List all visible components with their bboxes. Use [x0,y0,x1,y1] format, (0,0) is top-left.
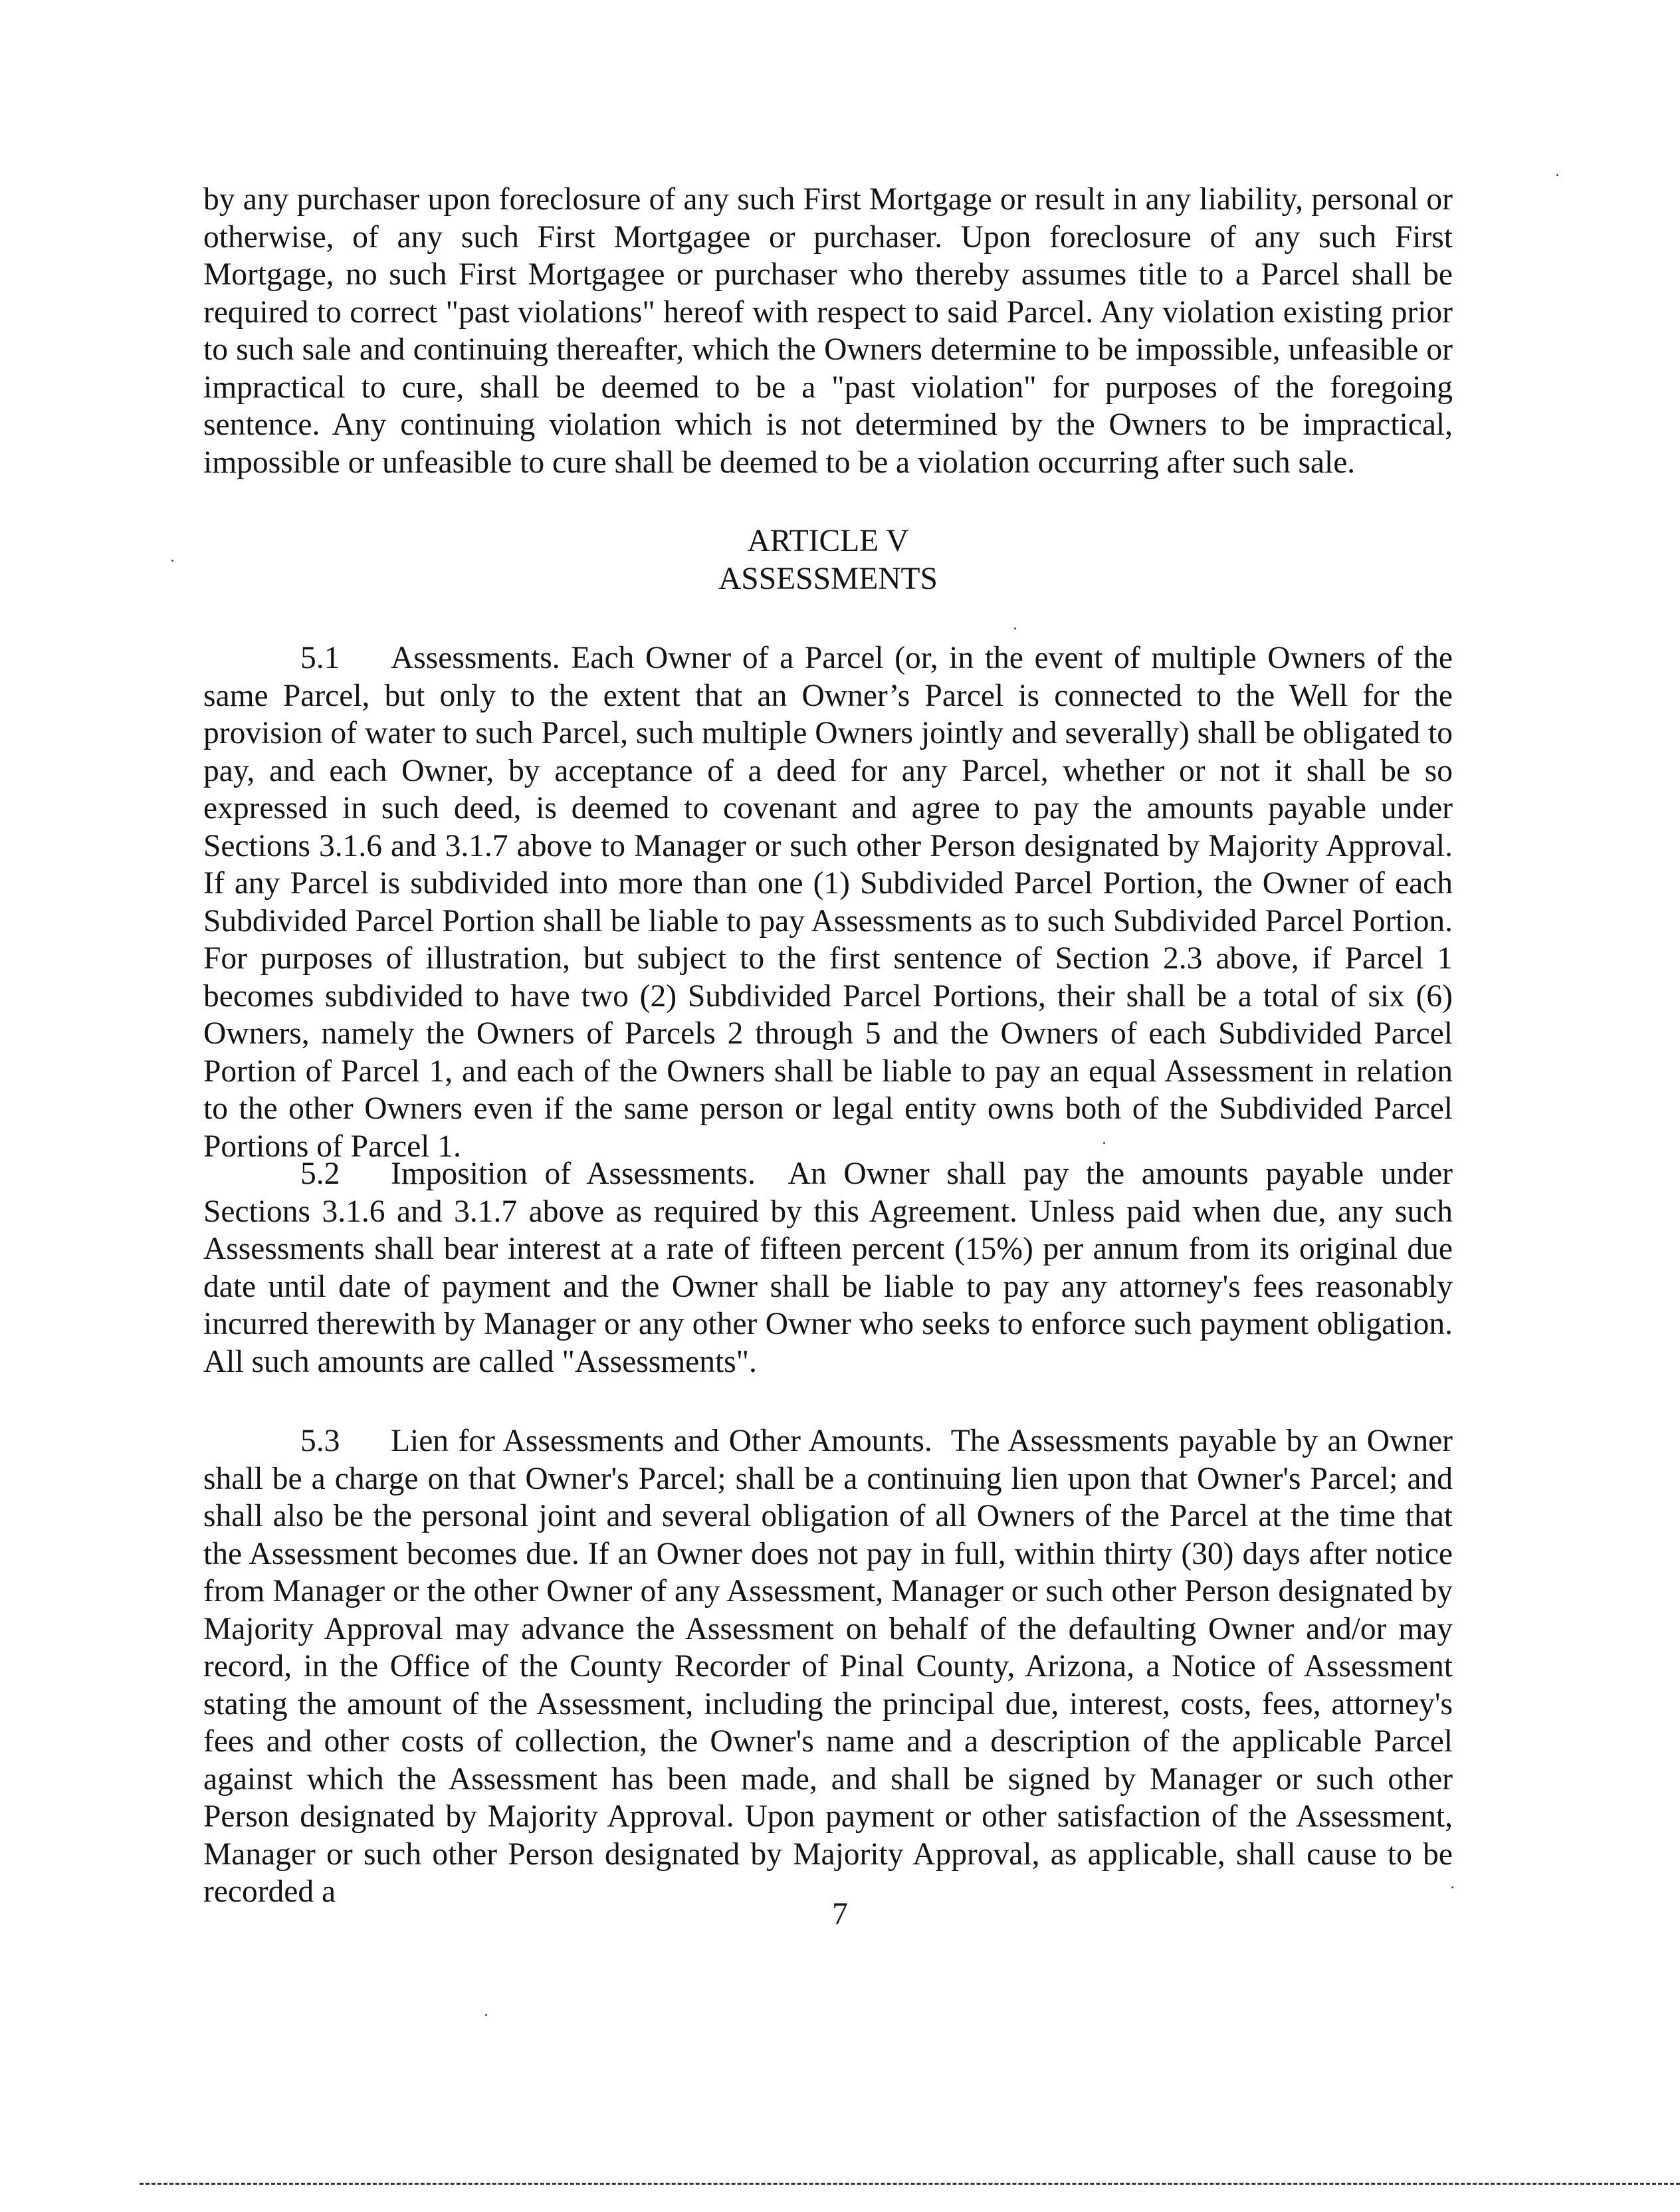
article-heading [203,522,1453,598]
section-number: 5.1 [300,641,340,675]
scan-speck [1103,1142,1105,1144]
scan-speck [171,560,173,562]
section-heading: Imposition of Assessments. [391,1157,756,1191]
section-text: The Assessments payable by an Owner shall be a charge on that Owner's Parcel; shall be a continuing lien upon that Owner's Parcel; and shall also be the personal joint and several obligation of all Owners of the Parcel at the time that the Assessment becomes due. If an Owner does not pay in full, within thirty (30) days after notice from Manager or the other Owner of any Assessment, Manager or such other Person designated by Majority Approval may advance the Assessment on behalf of the defaulting Owner and/or may record, in the Office of the County Recorder of Pinal County, Arizona, a Notice of Assessment stating the amount of the Assessment, including the principal due, interest, costs, fees, attorney's fees and other costs of collection, the Owner's name and a description of the applicable Parcel against which the Assessment has been made, and shall be signed by Manager or such other Person designated by Majority Approval. Upon payment or other satisfaction of the Assessment, Manager or such other Person designated by Majority Approval, as applicable, shall cause to be recorded a [203,1424,1453,1909]
scan-speck [485,2014,487,2016]
page-number: 7 [832,1897,848,1932]
section-text: An Owner shall pay the amounts payable under Sections 3.1.6 and 3.1.7 above as required by this Agreement. Unless paid when due, any such Assessments shall bear interest at a rate of fifteen percent (15%) per annum from its original due date until date of payment and the Owner shall be liable to pay any attorney's fees reasonably incurred therewith by Manager or any other Owner who seeks to enforce such payment obligation. All such amounts are called "Assessments". [203,1157,1453,1379]
scan-speck [1451,1886,1453,1888]
section-number: 5.2 [300,1157,340,1191]
section-heading: Assessments. [391,641,560,675]
section-5-3 [203,1422,1453,1911]
scan-speck [1556,174,1558,176]
article-number: ARTICLE V [747,524,909,558]
article-title: ASSESSMENTS [718,562,938,596]
section-5-2 [203,1155,1453,1381]
scan-border-line [140,2183,1680,2185]
section-number: 5.3 [300,1424,340,1458]
section-text: Each Owner of a Parcel (or, in the event of multiple Owners of the same Parcel, but only to the extent that an Owner’s Parcel is connected to the Well for the provision of water to such Parcel, such multiple Owners jointly and severally) shall be obligated to pay, and each Owner, by acceptance of a deed for any Parcel, whether or not it shall be so expressed in such deed, is deemed to covenant and agree to pay the amounts payable under Sections 3.1.6 and 3.1.7 above to Manager or such other Person designated by Majority Approval. If any Parcel is subdivided into more than one (1) Subdivided Parcel Portion, the Owner of each Subdivided Parcel Portion shall be liable to pay Assessments as to such Subdivided Parcel Portion. For purposes of illustration, but subject to the first sentence of Section 2.3 above, if Parcel 1 becomes subdivided to have two (2) Subdivided Parcel Portions, their shall be a total of six (6) Owners, namely the Owners of Parcels 2 through 5 and the Owners of each Subdivided Parcel Portion of Parcel 1, and each of the Owners shall be liable to pay an equal Assessment in relation to the other Owners even if the same person or legal entity owns both of the Subdivided Parcel Portions of Parcel 1. [203,641,1453,1164]
scan-speck [1014,627,1016,629]
section-heading: Lien for Assessments and Other Amounts. [391,1424,932,1458]
section-5-1 [203,639,1453,1165]
continued-paragraph: by any purchaser upon foreclosure of any such First Mortgage or result in any liability, personal or otherwise, of any such First Mortgagee or purchaser. Upon foreclosure of any such First Mortgage, no such First Mortgagee or purchaser who thereby assumes title to a Parcel shall be required to correct "past violations" hereof with respect to said Parcel. Any violation existing prior to such sale and continuing thereafter, which the Owners determine to be impossible, unfeasible or impractical to cure, shall be deemed to be a "past violation" for purposes of the foregoing sentence. Any continuing violation which is not determined by the Owners to be impractical, impossible or unfeasible to cure shall be deemed to be a violation occurring after such sale. [203,182,1453,480]
